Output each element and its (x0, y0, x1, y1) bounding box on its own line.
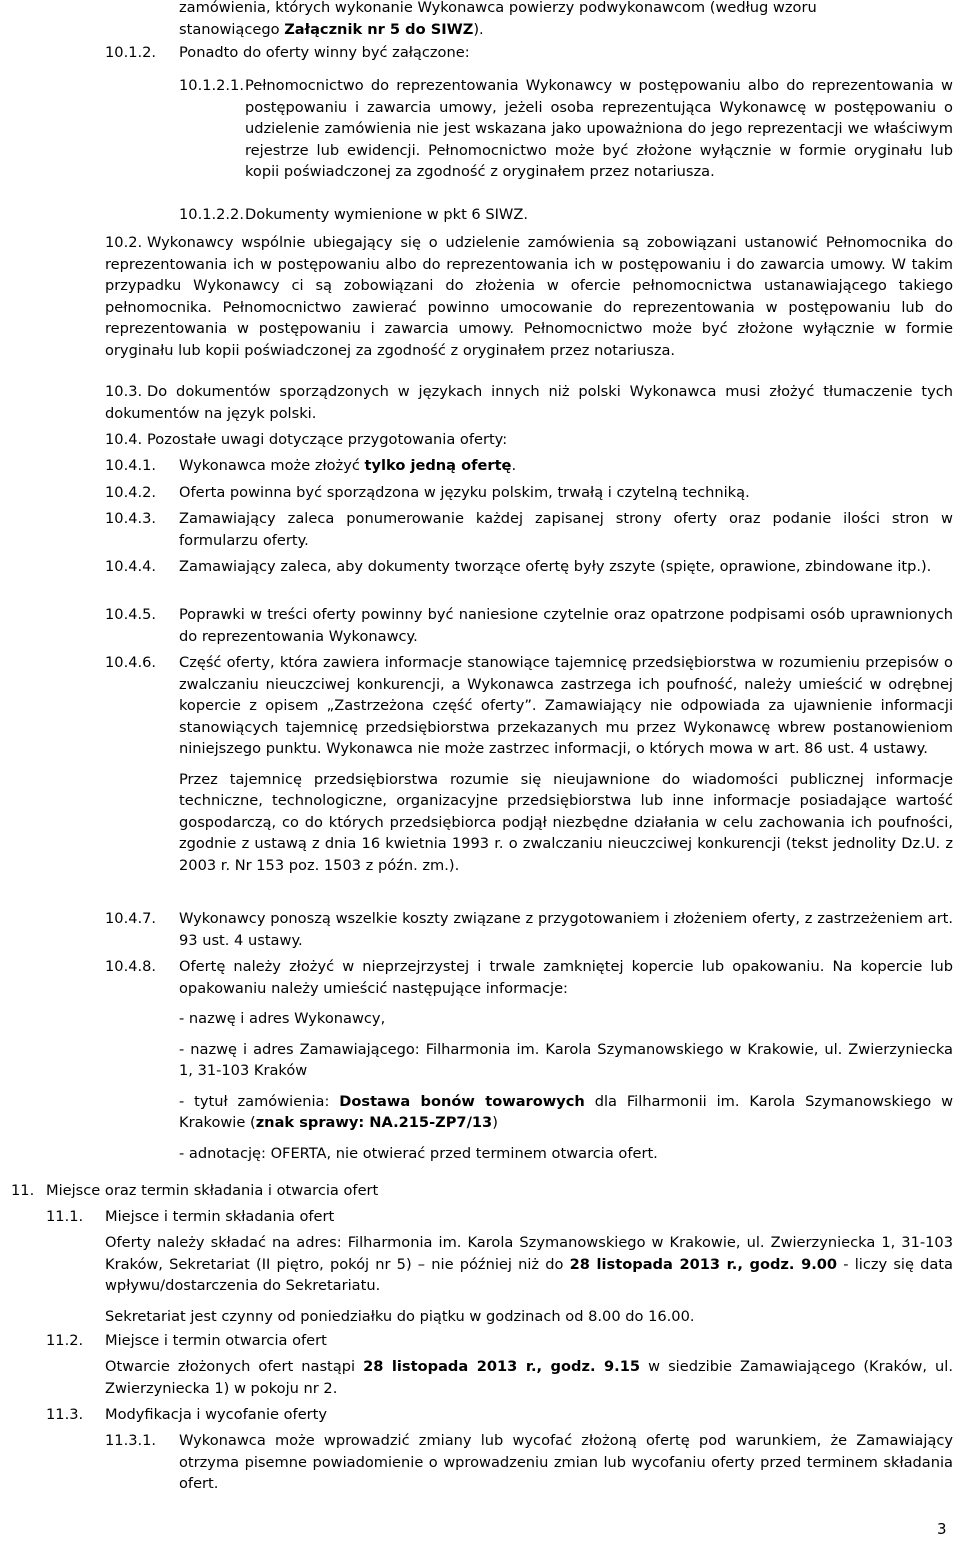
section-number: 10.1.2. (105, 44, 157, 61)
section-text: Ponadto do oferty winny być załączone: (179, 44, 470, 61)
section-10-4-4 (179, 556, 953, 578)
section-number: 11. (11, 1182, 35, 1199)
paragraph: Pełnomocnictwo do reprezentowania Wykonawcy w postępowaniu albo do reprezentowania w postępowaniu i zawarcia umowy, jeżeli osoba reprezentująca Wykonawcę w postępowaniu o udzielenie zamówienia nie jest wskazana jako upoważniona do jego reprezentacji we właściwym rejestrze lub ewidencji. Pełnomocnictwo może być złożone wyłącznie w formie oryginału lub kopii poświadczonej za zgodność z oryginałem przez notariusza. (245, 77, 953, 180)
section-number: 10.4.2. (105, 484, 157, 501)
section-10-4-7 (179, 908, 953, 951)
section-number: 10.4.5. (105, 606, 157, 623)
section-11-3-1 (179, 1430, 953, 1495)
section-number: 10.4.6. (105, 654, 157, 671)
page-number: 3 (937, 1520, 947, 1538)
section-number: 10.1.2.2. (179, 206, 244, 223)
section-heading: Miejsce i termin składania ofert (105, 1208, 335, 1225)
section-11-1-body (105, 1232, 953, 1327)
section-heading: Modyfikacja i wycofanie oferty (105, 1406, 328, 1423)
paragraph: Przez tajemnicę przedsiębiorstwa rozumie się nieujawnione do wiadomości publicznej informacje techniczne, technologiczne, organizacyjne przedsiębiorstwa lub inne informacje posiadające wartość gospodarczą, co do których przedsiębiorca podjął niezbędne działania w celu zachowania ich poufności, zgodnie z ustawą z dnia 16 kwietnia 1993 r. o zwalczaniu nieuczciwej konkurencji (tekst jednolity Dz.U. z 2003 r. Nr 153 poz. 1503 z późn. zm.). (179, 770, 953, 874)
list-item: - nazwę i adres Wykonawcy, (179, 1010, 386, 1027)
section-text: Dokumenty wymienione w pkt 6 SIWZ. (245, 206, 528, 223)
section-number: 10.4.3. (105, 510, 157, 527)
paragraph: Poprawki w treści oferty powinny być naniesione czytelnie oraz opatrzone podpisami osób uprawnionych do reprezentowania Wykonawcy. (179, 606, 953, 645)
paragraph: Otwarcie złożonych ofert nastąpi 28 listopada 2013 r., godz. 9.15 w siedzibie Zamawiającego (Kraków, ul. Zwierzyniecka 1) w pokoju nr 2. (105, 1358, 953, 1397)
section-10-4-3 (179, 508, 953, 551)
section-number: 10.4.8. (105, 958, 157, 975)
section-10-4-5 (179, 604, 953, 647)
section-10-3 (105, 381, 953, 424)
section-text: Pozostałe uwagi dotyczące przygotowania oferty: (147, 431, 508, 448)
section-10-1-1-tail: zamówienia, których wykonanie Wykonawca powierzy podwykonawcom (według wzoru stanowiącego Załącznik nr 5 do SIWZ). (179, 0, 953, 40)
section-text: Oferta powinna być sporządzona w języku polskim, trwałą i czytelną techniką. (179, 484, 750, 501)
section-number: 11.1. (46, 1208, 84, 1225)
paragraph: Zamawiający zaleca, aby dokumenty tworzące ofertę były zszyte (spięte, oprawione, zbindowane itp.). (179, 558, 932, 575)
section-number: 10.3. (105, 383, 143, 400)
list-item: - tytuł zamówienia: Dostawa bonów towarowych dla Filharmonii im. Karola Szymanowskiego w Krakowie (znak sprawy: NA.215-ZP7/13) (179, 1092, 954, 1131)
section-heading: Miejsce oraz termin składania i otwarcia ofert (46, 1182, 379, 1199)
section-10-4-6 (179, 652, 953, 876)
section-number: 11.3. (46, 1406, 84, 1423)
section-number: 10.4. (105, 431, 143, 448)
paragraph: Wykonawcy ponoszą wszelkie koszty związane z przygotowaniem i złożeniem oferty, z zastrzeżeniem art. 93 ust. 4 ustawy. (179, 910, 953, 949)
paragraph: Część oferty, która zawiera informacje stanowiące tajemnicę przedsiębiorstwa w rozumieniu przepisów o zwalczaniu nieuczciwej konkurencji, a Wykonawca zastrzega ich poufność, należy umieścić w odrębnej kopercie z opisem „Zastrzeżona część oferty”. Zamawiający nie odpowiada za ujawnienie informacji stanowiących tajemnicę przedsiębiorstwa przekazanych mu przez Wykonawcę wbrew postanowieniom niniejszego punktu. Wykonawca nie może zastrzec informacji, o których mowa w art. 86 ust. 4 ustawy. (179, 654, 953, 757)
paragraph: Zamawiający zaleca ponumerowanie każdej zapisanej strony oferty oraz podanie ilości stron w formularzu oferty. (179, 510, 953, 549)
section-heading: Miejsce i termin otwarcia ofert (105, 1332, 327, 1349)
section-10-2-body (105, 232, 953, 361)
section-number: 10.1.2.1. (179, 77, 244, 94)
section-11-2-body (105, 1356, 953, 1399)
paragraph: Oferty należy składać na adres: Filharmonia im. Karola Szymanowskiego w Krakowie, ul. Zwierzyniecka 1, 31-103 Kraków, Sekretariat (II piętro, pokój nr 5) – nie później niż do 28 listopada 2013 r., godz. 9.00 - liczy się data wpływu/dostarczenia do Sekretariatu. (105, 1234, 953, 1294)
paragraph: Sekretariat jest czynny od poniedziałku do piątku w godzinach od 8.00 do 16.00. (105, 1307, 695, 1325)
paragraph: Do dokumentów sporządzonych w językach innych niż polski Wykonawca musi złożyć tłumaczenie tych dokumentów na język polski. (105, 383, 953, 422)
paragraph: Wykonawca może wprowadzić zmiany lub wycofać złożoną ofertę pod warunkiem, że Zamawiający otrzyma pisemne powiadomienie o wprowadzeniu zmian lub wycofaniu oferty przed terminem składania ofert. (179, 1432, 953, 1492)
attachment-ref: Załącznik nr 5 do SIWZ (284, 20, 474, 38)
text-line: zamówienia, których wykonanie Wykonawca powierzy podwykonawcom (według wzoru (179, 0, 817, 16)
section-10-1-2-1 (245, 75, 953, 183)
paragraph: Wykonawcy wspólnie ubiegający się o udzielenie zamówienia są zobowiązani ustanowić Pełnomocnika do reprezentowania ich w postępowaniu albo do reprezentowania ich w postępowaniu i do zawarcia umowy. W takim przypadku Wykonawcy ci są zobowiązani do złożenia w ofercie pełnomocnictwa ustanawiającego takiego pełnomocnika. Pełnomocnictwo zawierać powinno umocowanie do reprezentowania w postępowaniu lub do reprezentowania w postępowaniu i zawarcia umowy. Pełnomocnictwo może być złożone wyłącznie w formie oryginału lub kopii poświadczonej za zgodność z oryginałem przez notariusza. (105, 234, 953, 359)
section-text: Wykonawca może złożyć tylko jedną ofertę. (179, 457, 517, 474)
section-number: 11.3.1. (105, 1432, 157, 1449)
section-number: 10.4.1. (105, 457, 157, 474)
list-item: - adnotację: OFERTA, nie otwierać przed terminem otwarcia ofert. (179, 1144, 658, 1162)
paragraph: Ofertę należy złożyć w nieprzejrzystej i trwale zamkniętej kopercie lub opakowaniu. Na kopercie lub opakowaniu należy umieścić następujące informacje: (179, 958, 953, 997)
section-number: 10.2. (105, 234, 143, 251)
section-number: 10.4.4. (105, 558, 157, 575)
section-number: 10.4.7. (105, 910, 157, 927)
section-10-4-8 (179, 956, 953, 1164)
list-item: - nazwę i adres Zamawiającego: Filharmonia im. Karola Szymanowskiego w Krakowie, ul. Zwierzyniecka 1, 31-103 Kraków (179, 1040, 953, 1079)
section-number: 11.2. (46, 1332, 84, 1349)
